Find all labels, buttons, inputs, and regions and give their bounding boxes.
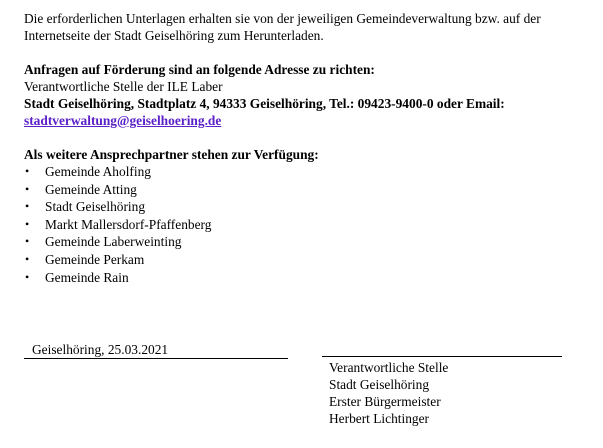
contacts-heading: Als weitere Ansprechpartner stehen zur Verfügung: <box>24 147 319 162</box>
document-body <box>24 10 594 286</box>
list-item <box>24 198 594 216</box>
signature-text <box>322 359 562 427</box>
inquiries-heading: Anfragen auf Förderung sind an folgende Adresse zu richten: <box>24 62 375 77</box>
list-item-label: Gemeinde Atting <box>45 181 137 197</box>
list-item-label: Gemeinde Aholfing <box>45 164 151 179</box>
list-item-label: Gemeinde Perkam <box>45 251 145 267</box>
list-item <box>24 181 594 199</box>
place-date-block <box>24 341 288 359</box>
bullet-icon: • <box>25 164 30 178</box>
bullet-icon: • <box>25 216 30 231</box>
list-item-label: Markt Mallersdorf-Pfaffenberg <box>45 216 212 232</box>
bullet-icon: • <box>25 234 30 249</box>
signature-town: Stadt Geiselhöring <box>329 377 430 392</box>
bullet-icon: • <box>25 181 30 196</box>
list-item-label: Stadt Geiselhöring <box>45 199 146 215</box>
signature-title: Erster Bürgermeister <box>329 394 441 409</box>
list-item-label: Gemeinde Rain <box>45 269 129 285</box>
list-item <box>24 251 594 269</box>
signature-line <box>322 341 562 357</box>
spacer <box>24 44 594 61</box>
place-date-line <box>24 341 288 359</box>
intro-line-2: Internetseite der Stadt Geiselhöring zum Herunterladen. <box>24 28 324 43</box>
spacer <box>24 129 594 146</box>
email-link[interactable]: stadtverwaltung@geiselhoering.de <box>24 113 222 128</box>
responsible-office: Verantwortliche Stelle der ILE Laber <box>24 79 223 94</box>
list-item <box>24 216 594 234</box>
list-item <box>24 233 594 251</box>
list-item-label: Gemeinde Laberweinting <box>45 234 182 250</box>
signature-block <box>322 341 562 427</box>
list-item <box>24 269 594 287</box>
signature-name: Herbert Lichtinger <box>329 411 430 426</box>
bullet-icon: • <box>25 251 30 266</box>
signature-office: Verantwortliche Stelle <box>329 360 449 375</box>
contacts-list <box>24 163 594 286</box>
intro-line-1: Die erforderlichen Unterlagen erhalten sie von der jeweiligen Gemeindeverwaltung bzw. auf der <box>24 11 541 26</box>
list-item <box>24 163 594 181</box>
contact-address: Stadt Geiselhöring, Stadtplatz 4, 94333 Geiselhöring, Tel.: 09423-9400-0 oder Email: <box>24 96 505 111</box>
bullet-icon: • <box>25 199 30 214</box>
place-date: Geiselhöring, 25.03.2021 <box>32 342 169 357</box>
bullet-icon: • <box>25 269 30 284</box>
